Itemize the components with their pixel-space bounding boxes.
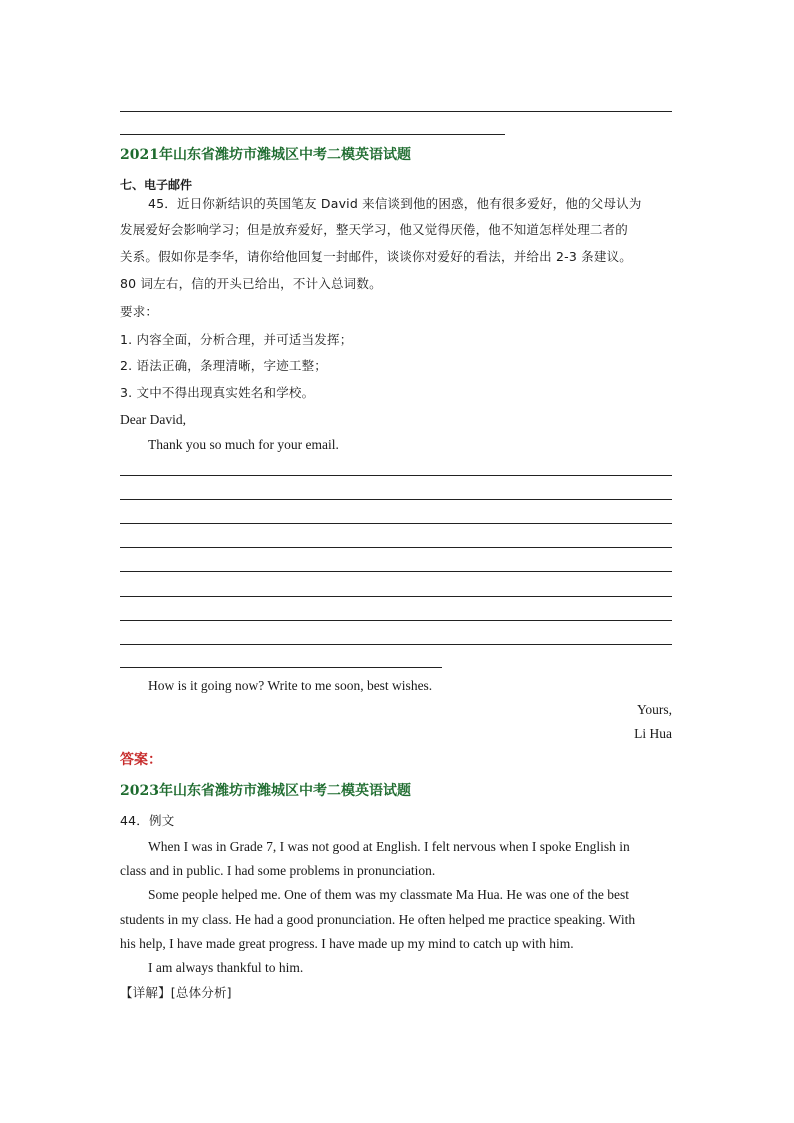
requirements-label: 要求： <box>120 304 159 319</box>
essay-line: Some people helped me. One of them was my classmate Ma Hua. He was one of the best <box>148 887 629 902</box>
essay-line: When I was in Grade 7, I was not good at English. I felt nervous when I spoke English in <box>148 839 630 854</box>
letter-greeting: Dear David, <box>120 412 186 427</box>
prompt-line: 发展爱好会影响学习；但是放弃爱好，整天学习，他又觉得厌倦，他不知道怎样处理二者的 <box>120 222 629 237</box>
writing-line <box>120 523 672 524</box>
letter-signature: Li Hua <box>634 726 672 741</box>
essay-line: students in my class. He had a good pronunciation. He often helped me practice speaking. With <box>120 912 636 927</box>
prompt-line: 80 词左右，信的开头已给出，不计入总词数。 <box>120 276 382 291</box>
letter-closing: How is it going now? Write to me soon, best wishes. <box>148 678 433 693</box>
section-title: 2023年山东省潍坊市潍城区中考二模英语试题 <box>120 783 411 799</box>
essay-line: class and in public. I had some problems in pronunciation. <box>120 863 436 878</box>
answer-label: 答案： <box>120 752 162 768</box>
prompt-line: 关系。假如你是李华，请你给他回复一封邮件，谈谈你对爱好的看法，并给出 2-3 条建议。 <box>120 249 632 264</box>
blank-line-short <box>120 134 505 135</box>
blank-line <box>120 111 672 112</box>
prompt-line: 45．近日你新结识的英国笔友 David 来信谈到他的困惑，他有很多爱好，他的父母认为 <box>148 196 642 211</box>
detail-label: 【详解】[总体分析] <box>120 985 232 1000</box>
letter-signoff: Yours, <box>636 702 672 717</box>
requirement-item: 1. 内容全面，分析合理，并可适当发挥； <box>120 332 353 347</box>
requirement-item: 2. 语法正确，条理清晰，字迹工整； <box>120 358 328 373</box>
writing-line-short <box>120 667 442 668</box>
item-heading: 44．例文 <box>120 813 175 828</box>
writing-line <box>120 475 672 476</box>
essay-line: I am always thankful to him. <box>148 960 304 975</box>
writing-line <box>120 571 672 572</box>
section-title: 2021年山东省潍坊市潍城区中考二模英语试题 <box>120 147 411 163</box>
writing-line <box>120 596 672 597</box>
writing-line <box>120 499 672 500</box>
part-heading: 七、电子邮件 <box>120 178 193 192</box>
requirement-item: 3. 文中不得出现真实姓名和学校。 <box>120 385 315 400</box>
writing-line <box>120 620 672 621</box>
letter-opening: Thank you so much for your email. <box>148 437 339 452</box>
writing-line <box>120 644 672 645</box>
writing-line <box>120 547 672 548</box>
essay-line: his help, I have made great progress. I have made up my mind to catch up with him. <box>120 936 574 951</box>
